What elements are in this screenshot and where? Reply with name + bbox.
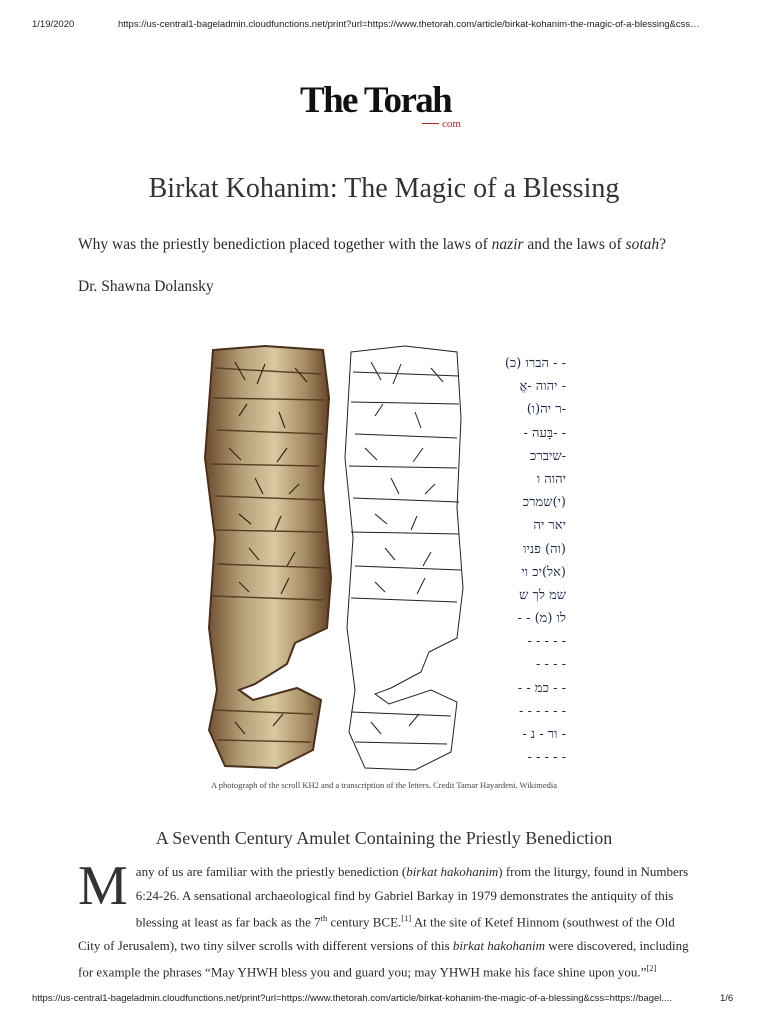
body-paragraph (78, 855, 698, 984)
scroll-figure (195, 338, 570, 778)
logo-suffix (422, 118, 461, 130)
transcription-line: (אל)יכ וי (521, 564, 566, 580)
drop-cap: M (78, 855, 128, 917)
transcription-line: -שיברכ (529, 448, 566, 464)
footnote-link-1[interactable]: [1] (401, 913, 412, 923)
print-header (0, 0, 768, 44)
article-title: Birkat Kohanim: The Magic of a Blessing (148, 173, 620, 204)
hebrew-transcription (478, 352, 566, 769)
body-text-3: century BCE. (327, 914, 402, 930)
transcription-line: יהוה ו (536, 471, 566, 487)
transcription-line: - - - - (536, 657, 566, 673)
transcription-line: - - הברו (כ) (504, 356, 566, 371)
transcription-line: - - - - - - (518, 703, 566, 719)
transcription-line: - -בָּעה - (523, 425, 566, 441)
superscript-th: th (320, 913, 328, 923)
transcription-line: - - - - - (527, 750, 566, 766)
transcription-line: - ור - נ - (522, 727, 566, 742)
figure-caption: A photograph of the scroll KH2 and a transcription of the letters. Credit Tamar Hayardeni. Wikimedia (211, 780, 557, 790)
article-subtitle (78, 236, 666, 254)
transcription-line: שמ לך ש (519, 587, 566, 603)
body-text-2: ) from the liturgy, found in Numbers 6:24-26. A sensational archaeological find by Gabriel Barkay in 1979 demonstrates the antiquity of this blessing at least as far back as the 7 (135, 864, 689, 930)
transcription-line: לו (מ) - - (517, 611, 566, 627)
footnote-link-2[interactable]: [2] (646, 963, 657, 974)
subtitle-text-1: Why was the priestly benediction placed together with the laws of (78, 236, 492, 253)
site-logo[interactable] (300, 82, 475, 134)
section-heading: A Seventh Century Amulet Containing the Priestly Benediction (155, 828, 613, 848)
logo-dash (422, 123, 439, 125)
scroll-line-drawing (345, 346, 463, 770)
transcription-line: - - - - - (527, 634, 566, 650)
page-number: 1/6 (720, 993, 734, 1004)
transcription-line: יאר יה (533, 518, 566, 534)
footer-url: https://us-central1-bageladmin.cloudfunctions.net/print?url=https://www.thetorah.com/article/birkat-kohanim-the-magic-of-a-blessing&css=https://bagel.... (32, 993, 672, 1004)
body-term-1: birkat hakohanim (406, 864, 499, 879)
scroll-photo (205, 346, 331, 768)
body-term-2: birkat hakohanim (452, 937, 545, 953)
logo-suffix-text: com (442, 118, 461, 130)
transcription-line: -ר יה(ו) (526, 402, 566, 418)
transcription-line: - יהוה -אֱ (519, 379, 566, 395)
transcription-line: (י)שמרכ (522, 495, 566, 511)
body-text-1: any of us are familiar with the priestly benediction ( (135, 864, 407, 879)
subtitle-text-3: ? (659, 236, 667, 253)
body-text-4: At the site of Ketef Hinnom (southwest of the Old City of Jerusalem), two tiny silver scrolls with different versions of this (78, 914, 675, 953)
subtitle-term-sotah: sotah (625, 236, 660, 253)
logo-wordmark: The Torah (300, 80, 452, 121)
body-text-5: were discovered, including for example the phrases “May YHWH bless you and guard you; may YHWH make his face shine upon you.” (78, 937, 689, 980)
print-url: https://us-central1-bageladmin.cloudfunctions.net/print?url=https://www.thetorah.com/article/birkat-kohanim-the-magic-of-a-blessing&css… (118, 19, 700, 30)
article-author: Dr. Shawna Dolansky (78, 278, 214, 295)
subtitle-term-nazir: nazir (491, 236, 524, 253)
print-footer (0, 993, 768, 1013)
transcription-line: (וה) פניו (523, 541, 566, 557)
subtitle-text-2: and the laws of (523, 236, 626, 253)
transcription-line: - - כמ - - (517, 680, 566, 696)
print-date: 1/19/2020 (32, 19, 75, 30)
